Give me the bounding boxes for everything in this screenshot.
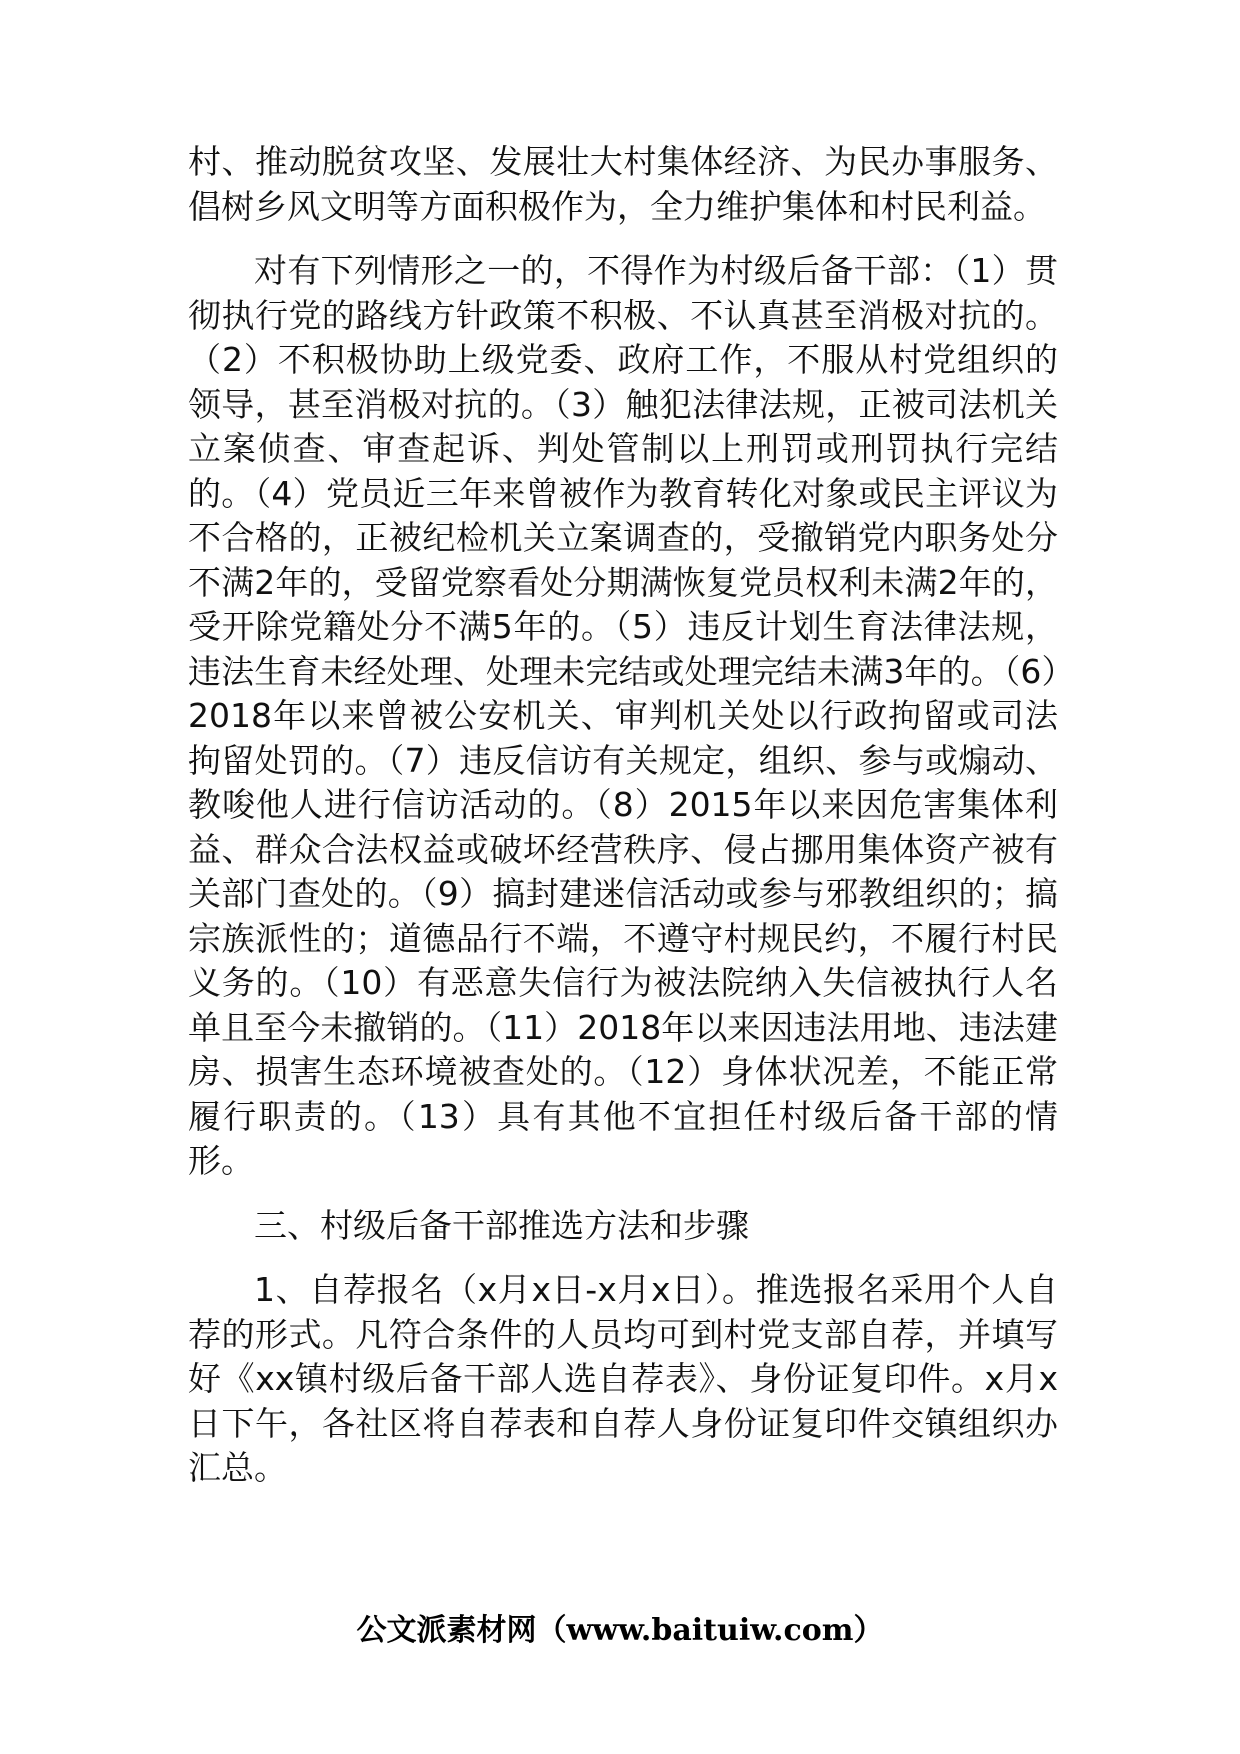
paragraph-self-recommendation: 1、自荐报名（x月x日-x月x日）。推选报名采用个人自荐的形式。凡符合条件的人员均可到村党支部自荐，并填写好《xx镇村级后备干部人选自荐表》、身份证复印件。x月x日下午，各社区将自荐表和自荐人身份证复印件交镇组织办汇总。 — [188, 1270, 1058, 1487]
document-body — [188, 140, 1058, 1511]
paragraph-continuation: 村、推动脱贫攻坚、发展壮大村集体经济、为民办事服务、倡树乡风文明等方面积极作为，全力维护集体和村民利益。 — [188, 142, 1058, 226]
section-heading: 三、村级后备干部推选方法和步骤 — [254, 1205, 749, 1245]
footer-watermark: 公文派素材网（www.baituiw.com） — [356, 1613, 884, 1648]
paragraph-disqualifications: 对有下列情形之一的，不得作为村级后备干部：（1）贯彻执行党的路线方针政策不积极、不认真甚至消极对抗的。（2）不积极协助上级党委、政府工作，不服从村党组织的领导，甚至消极对抗的。（3）触犯法律法规，正被司法机关立案侦查、审查起诉、判处管制以上刑罚或刑罚执行完结的。（4）党员近三年来曾被作为教育转化对象或民主评议为不合格的，正被纪检机关立案调查的，受撤销党内职务处分不满2年的，受留党察看处分期满恢复党员权利未满2年的，受开除党籍处分不满5年的。（5）违反计划生育法律法规，违法生育未经处理、处理未完结或处理完结未满3年的。（6）2018年以来曾被公安机关、审判机关处以行政拘留或司法拘留处罚的。（7）违反信访有关规定，组织、参与或煽动、教唆他人进行信访活动的。（8）2015年以来因危害集体利益、群众合法权益或破坏经营秩序、侵占挪用集体资产被有关部门查处的。（9）搞封建迷信活动或参与邪教组织的；搞宗族派性的；道德品行不端，不遵守村规民约，不履行村民义务的。（10）有恶意失信行为被法院纳入失信被执行人名单且至今未撤销的。（11）2018年以来因违法用地、违法建房、损害生态环境被查处的。（12）身体状况差，不能正常履行职责的。（13）具有其他不宜担任村级后备干部的情形。 — [188, 251, 1058, 1180]
